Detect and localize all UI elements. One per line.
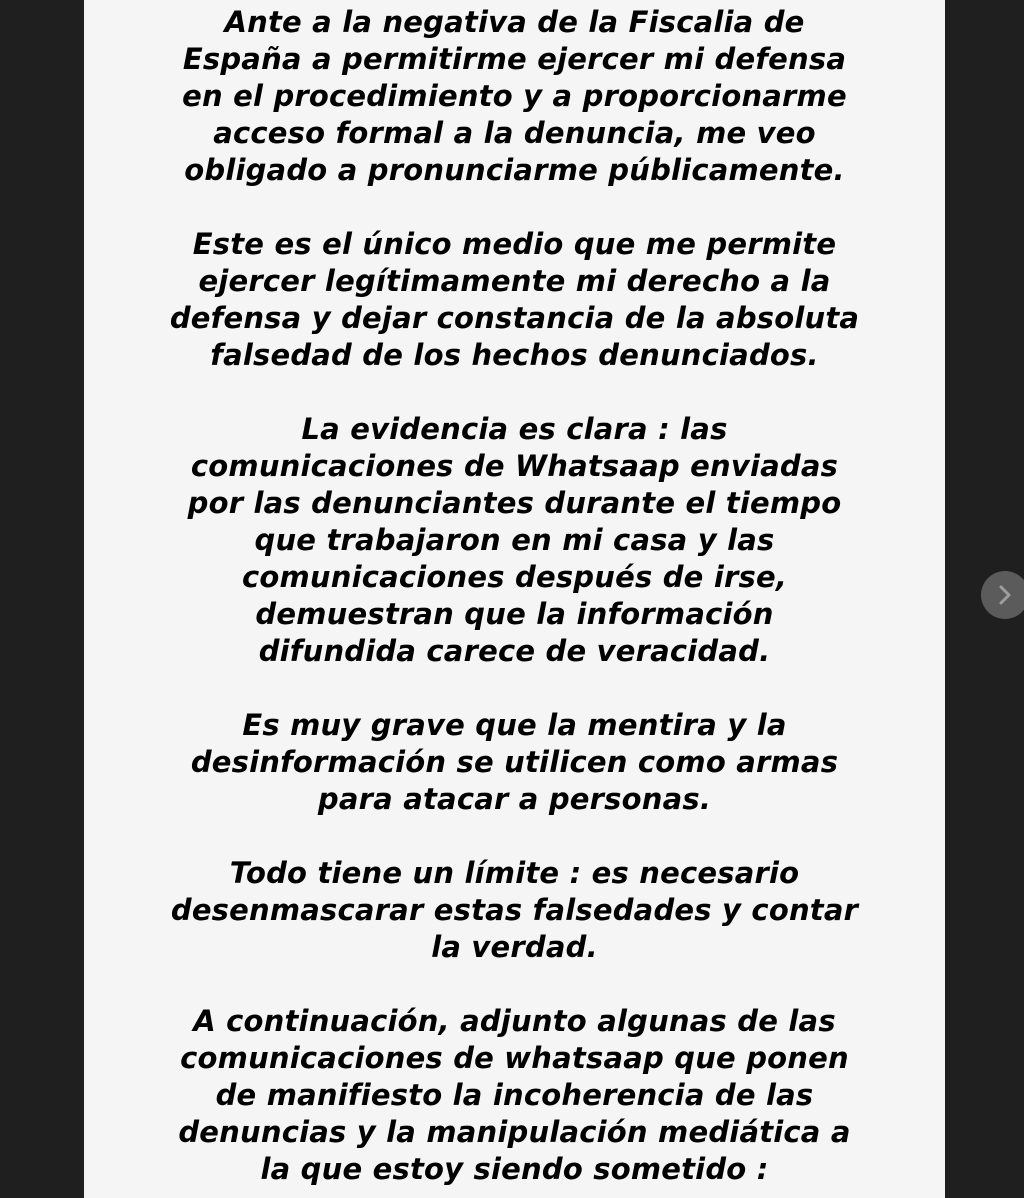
- story-text: [84, 4, 945, 1198]
- story-line: denuncias y la manipulación mediática a: [178, 1115, 851, 1149]
- story-paragraph: [84, 855, 945, 966]
- story-line: desenmascarar estas falsedades y contar: [170, 893, 859, 927]
- story-line: Todo tiene un límite : es necesario: [229, 856, 800, 890]
- story-line: La evidencia es clara : las: [301, 412, 728, 446]
- story-line: Este es el único medio que me permite: [192, 227, 837, 261]
- story-line: que trabajaron en mi casa y las: [254, 523, 775, 557]
- story-line: para atacar a personas.: [317, 782, 712, 816]
- story-paragraph: [84, 4, 945, 189]
- story-line: falsedad de los hechos denunciados.: [210, 338, 819, 372]
- story-line: Es muy grave que la mentira y la: [242, 708, 787, 742]
- story-line: de manifiesto la incoherencia de las: [215, 1078, 814, 1112]
- story-line: obligado a pronunciarme públicamente.: [184, 153, 845, 187]
- story-paragraph: [84, 226, 945, 374]
- story-paragraph: [84, 411, 945, 670]
- story-line: en el procedimiento y a proporcionarme: [182, 79, 847, 113]
- story-line: la que estoy siendo sometido :: [260, 1152, 769, 1186]
- story-line: comunicaciones de Whatsaap enviadas: [190, 449, 839, 483]
- story-line: España a permitirme ejercer mi defensa: [182, 42, 847, 76]
- story-card: [84, 0, 945, 1198]
- story-paragraph: [84, 1003, 945, 1188]
- chevron-right-icon: [995, 584, 1015, 606]
- story-line: la verdad.: [431, 930, 598, 964]
- story-line: comunicaciones de whatsaap que ponen: [180, 1041, 849, 1075]
- story-line: A continuación, adjunto algunas de las: [193, 1004, 836, 1038]
- story-line: desinformación se utilicen como armas: [190, 745, 839, 779]
- story-line: acceso formal a la denuncia, me veo: [213, 116, 816, 150]
- story-line: comunicaciones después de irse,: [241, 560, 788, 594]
- story-line: por las denunciantes durante el tiempo: [187, 486, 842, 520]
- story-line: Ante a la negativa de la Fiscalia de: [224, 5, 805, 39]
- next-story-button[interactable]: [981, 571, 1024, 619]
- story-line: ejercer legítimamente mi derecho a la: [198, 264, 831, 298]
- story-paragraph: [84, 707, 945, 818]
- story-line: difundida carece de veracidad.: [258, 634, 771, 668]
- story-line: demuestran que la información: [255, 597, 774, 631]
- story-line: defensa y dejar constancia de la absoluta: [169, 301, 860, 335]
